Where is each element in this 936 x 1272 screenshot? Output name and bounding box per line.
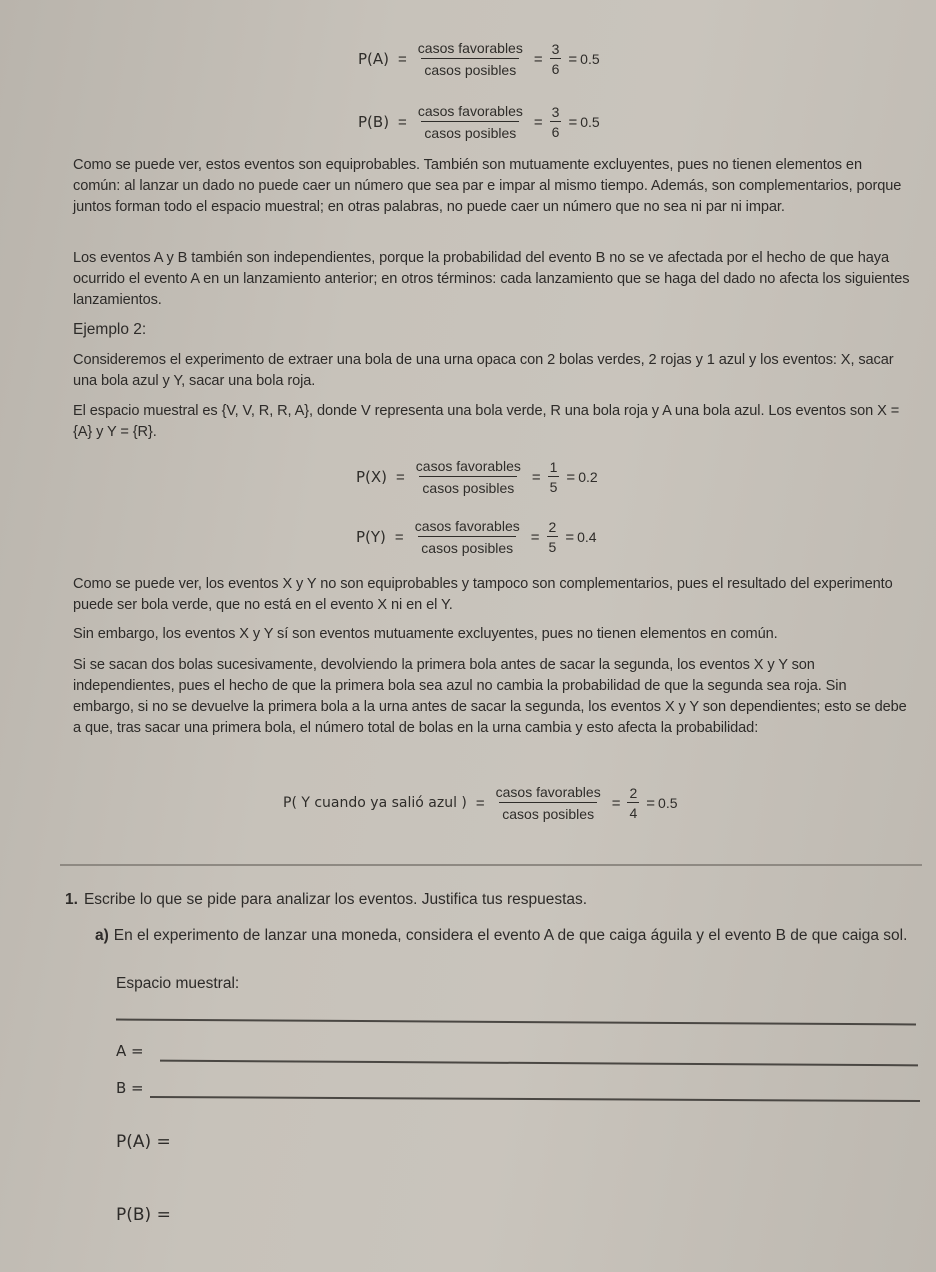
example-heading: Ejemplo 2: [73,321,147,338]
event-a-label: A = [116,1042,144,1060]
probability-b-label: P(B) = [116,1205,171,1225]
paragraph-experiment: Consideremos el experimento de extraer una bola de una urna opaca con 2 bolas verdes, 2 rojas y 1 azul y los eventos: X, sacar una bola azul y Y, sacar una bola roja. [73,352,894,389]
exercise-item-a [95,925,925,947]
fraction: $\frac{\text{casos favorables}}{\text{casos posibles}}$ [417,103,523,141]
event-a-answer-line[interactable] [160,1060,918,1066]
fraction: $\frac{1}{5}$ [549,459,558,495]
fraction: $\frac{3}{6}$ [551,104,560,140]
item-text: En el experimento de lanzar una moneda, considera el evento A de que caiga águila y el evento B de que caiga sol. [113,927,908,944]
item-letter: a) [95,927,109,944]
exercise-title [65,891,587,909]
espacio-muestral-label: Espacio muestral: [116,975,240,992]
paragraph-dependence: Si se sacan dos bolas sucesivamente, devolviendo la primera bola antes de sacar la segunda, los eventos X y Y son independientes, pues el hecho de que la primera bola sea azul no cambia la probabilidad de que la segunda sea roja. Sin embargo, si no se devuelve la primera bola a la urna antes de sacar la segunda, los eventos X y Y son dependientes; esto se debe a que, tras sacar una primera bola, el número total de bolas en la urna cambia y esto afecta la probabilidad: [73,657,907,736]
formula-lhs: P(X) [356,468,388,486]
paragraph-exclusive: Sin embargo, los eventos X y Y sí son eventos mutuamente excluyentes, pues no tienen elementos en común. [73,626,778,642]
formula-conditional: P( Y cuando ya salió azul ) = $\frac{\text{casos favorables}}{\text{casos posibles}}$ = $\frac{2}{4}$ = 0.5 [283,784,678,822]
formula-lhs: P(Y) [356,528,386,546]
espacio-muestral-answer-line[interactable] [116,1019,916,1025]
formula-py: P(Y) = $\frac{\text{casos favorables}}{\text{casos posibles}}$ = $\frac{2}{5}$ = 0.4 [356,518,597,556]
fraction: $\frac{\text{casos favorables}}{\text{casos posibles}}$ [414,518,520,556]
fraction: $\frac{\text{casos favorables}}{\text{casos posibles}}$ [495,784,601,822]
fraction: $\frac{\text{casos favorables}}{\text{casos posibles}}$ [417,40,523,78]
fraction: $\frac{\text{casos favorables}}{\text{casos posibles}}$ [415,458,521,496]
exercise-instructions: Escribe lo que se pide para analizar los eventos. Justifica tus respuestas. [83,891,588,908]
exercise-number: 1. [65,891,78,908]
event-b-label: B = [116,1079,144,1097]
paragraph-independent: Los eventos A y B también son independientes, porque la probabilidad del evento B no se ve afectada por el hecho de que haya ocurrido el evento A en un lanzamiento anterior; en otros términos: cada lanzamiento que se haga del dado no afecta los siguientes lanzamientos. [73,250,910,308]
paragraph-not-equiprobable: Como se puede ver, los eventos X y Y no son equiprobables y tampoco son complementarios, pues el resultado del experimento puede ser bola verde, que no está en el evento X ni en el Y. [73,576,893,613]
formula-lhs: P(B) [358,113,390,131]
section-divider [60,864,922,866]
fraction: $\frac{3}{6}$ [551,41,560,77]
formula-lhs: P(A) [358,50,390,68]
formula-pa: P(A) = $\frac{\text{casos favorables}}{\text{casos posibles}}$ = $\frac{3}{6}$ = 0.5 [358,40,600,78]
probability-a-label: P(A) = [116,1132,171,1152]
fraction: $\frac{2}{5}$ [548,519,557,555]
formula-lhs: P( Y cuando ya salió azul ) [283,795,467,811]
fraction: $\frac{2}{4}$ [629,785,638,821]
paragraph-sample-space: El espacio muestral es {V, V, R, R, A}, donde V representa una bola verde, R una bola roja y A una bola azul. Los eventos son X = {A} y Y = {R}. [73,403,900,440]
event-b-answer-line[interactable] [150,1096,920,1102]
formula-pb: P(B) = $\frac{\text{casos favorables}}{\text{casos posibles}}$ = $\frac{3}{6}$ = 0.5 [358,103,600,141]
formula-px: P(X) = $\frac{\text{casos favorables}}{\text{casos posibles}}$ = $\frac{1}{5}$ = 0.2 [356,458,598,496]
paragraph-equiprobable: Como se puede ver, estos eventos son equiprobables. También son mutuamente excluyentes, pues no tienen elementos en común: al lanzar un dado no puede caer un número que sea par e impar al mismo tiempo. Además, son complementarios, porque juntos forman todo el espacio muestral; en otras palabras, no puede caer un número que no sea ni par ni impar. [73,157,902,215]
